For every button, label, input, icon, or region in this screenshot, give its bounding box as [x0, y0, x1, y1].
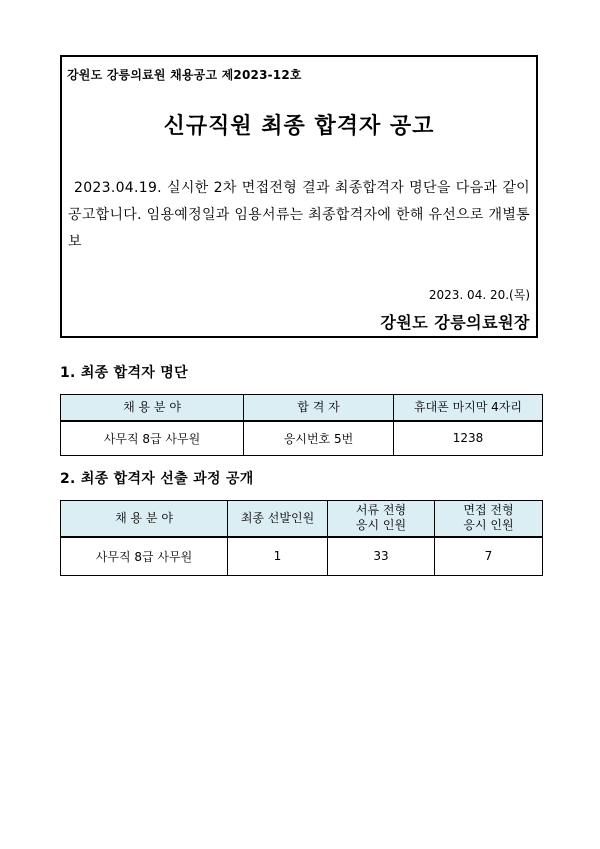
- notice-signer: 강원도 강릉의료원장: [380, 313, 530, 332]
- recruitment-notice-number: 강원도 강릉의료원 채용공고 제2023-12호: [67, 68, 302, 82]
- header-field: 채 용 분 야: [61, 395, 244, 421]
- table-header-row: [61, 501, 543, 537]
- cell-document-applicants: 33: [328, 537, 435, 576]
- header-passer: 합 격 자: [244, 395, 394, 421]
- header-final-selected: 최종 선발인원: [228, 501, 328, 537]
- cell-passer: 응시번호 5번: [244, 421, 394, 456]
- header-document-applicants: 서류 전형 응시 인원: [328, 501, 435, 537]
- table-row: [61, 537, 543, 576]
- header-interview-applicants: 면접 전형 응시 인원: [435, 501, 543, 537]
- table-row: [61, 421, 543, 456]
- notice-date: 2023. 04. 20.(목): [428, 288, 530, 302]
- cell-phone-last4: 1238: [394, 421, 543, 456]
- selection-process-table: [60, 500, 543, 576]
- cell-field: 사무직 8급 사무원: [61, 537, 228, 576]
- header-field: 채 용 분 야: [61, 501, 228, 537]
- cell-field: 사무직 8급 사무원: [61, 421, 244, 456]
- final-list-table: [60, 394, 543, 456]
- header-phone-last4: 휴대폰 마지막 4자리: [394, 395, 543, 421]
- cell-interview-applicants: 7: [435, 537, 543, 576]
- page-title: 신규직원 최종 합격자 공고: [163, 114, 435, 139]
- section-title-final-list: 1. 최종 합격자 명단: [60, 365, 188, 381]
- table-header-row: [61, 395, 543, 421]
- notice-body: 2023.04.19. 실시한 2차 면접전형 결과 최종합격자 명단을 다음과 같이 공고합니다. 임용예정일과 임용서류는 최종합격자에 한해 유선으로 개별통보: [68, 180, 530, 250]
- notice-box: [60, 55, 538, 338]
- section-title-selection-process: 2. 최종 합격자 선출 과정 공개: [60, 471, 254, 487]
- cell-final-selected: 1: [228, 537, 328, 576]
